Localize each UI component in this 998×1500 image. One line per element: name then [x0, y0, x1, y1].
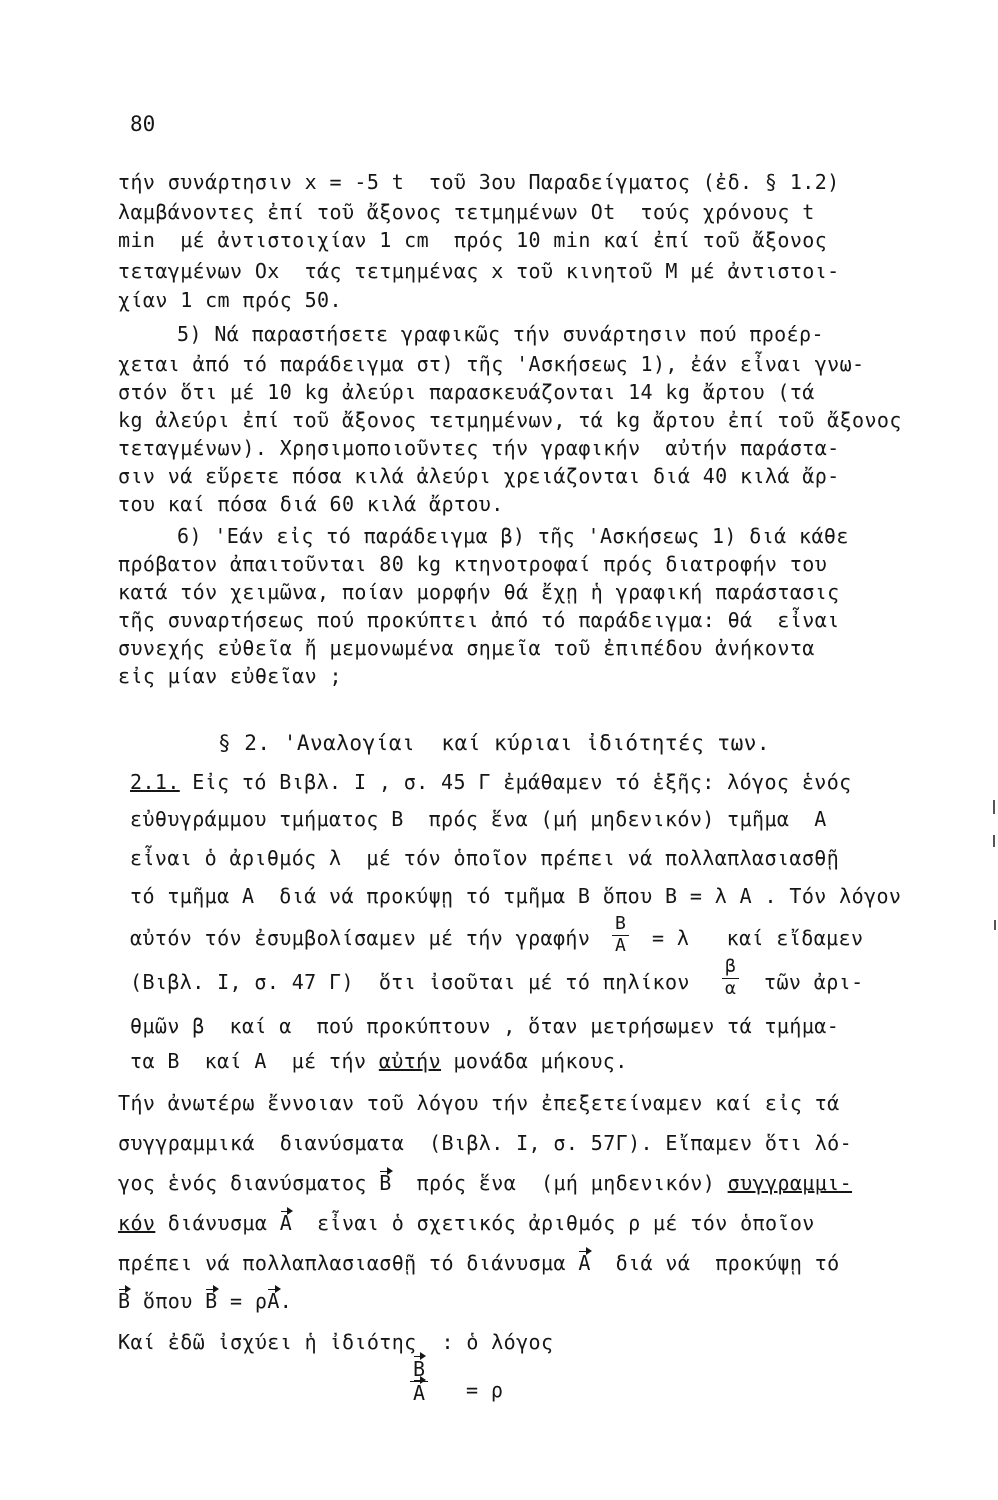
- vector-b: Β: [118, 1289, 131, 1313]
- text-line: τεταγμένων). Χρησιμοποιοῦντες τήν γραφικήν αὐτήν παράστα-: [118, 436, 840, 460]
- text-segment: διά νά προκύψῃ τό: [590, 1251, 840, 1275]
- scan-mark: [994, 920, 996, 930]
- text-line: συγγραμμικά διανύσματα (Βιβλ. Ι, σ. 57Γ). Εἴπαμεν ὅτι λό-: [118, 1131, 853, 1155]
- vector-b: Β: [379, 1171, 392, 1195]
- text-line: Καί ἐδῶ ἰσχύει ἡ ἰδιότης : ὁ λόγος: [118, 1330, 554, 1354]
- text-segment: τα Β καί Α μέ τήν: [130, 1049, 379, 1073]
- text-line: = λ καί εἴδαμεν: [652, 926, 864, 950]
- text-line: τῆς συναρτήσεως πού προκύπτει ἀπό τό παράδειγμα: θά εἶναι: [118, 608, 840, 632]
- text-line: Τήν ἀνωτέρω ἔννοιαν τοῦ λόγου τήν ἐπεξετείναμεν καί εἰς τά: [118, 1091, 840, 1115]
- section-label: 2.1.: [130, 770, 180, 794]
- fraction-beta-over-alpha: [722, 957, 739, 999]
- section-heading: § 2. 'Αναλογίαι καί κύριαι ἰδιότητές των.: [218, 731, 771, 755]
- text-line: λαμβάνοντες ἐπί τοῦ ἄξονος τετμημένων Ot τούς χρόνους t: [118, 200, 815, 224]
- text-segment: πρός ἕνα (μή μηδενικόν): [391, 1171, 728, 1195]
- text-segment: .: [279, 1289, 293, 1313]
- text-line: [130, 1051, 628, 1071]
- text-line: πρόβατον ἀπαιτοῦνται 80 kg κτηνοτροφαί πρός διατροφήν του: [118, 552, 828, 576]
- underlined-word: αὐτήν: [378, 1049, 442, 1073]
- text-line: τεταγμένων Ox τάς τετμημένας x τοῦ κινητοῦ M μέ ἀντιστοι-: [118, 259, 840, 283]
- vector-ratio-fraction: [410, 1358, 428, 1405]
- fraction-numerator: Β: [612, 914, 629, 936]
- text-line: [130, 772, 852, 792]
- scan-mark: [993, 835, 995, 847]
- text-segment: διάνυσμα: [155, 1211, 280, 1235]
- fraction-denominator: α: [725, 977, 736, 999]
- text-line: εἰς μίαν εὐθεῖαν ;: [118, 664, 342, 688]
- text-line: min μέ ἀντιστοιχίαν 1 cm πρός 10 min καί ἐπί τοῦ ἄξονος: [118, 228, 828, 252]
- text-line: = ρ: [466, 1378, 504, 1402]
- text-line: κατά τόν χειμῶνα, ποίαν μορφήν θά ἔχῃ ἡ γραφική παράστασις: [118, 580, 840, 604]
- text-line: αὐτόν τόν ἐσυμβολίσαμεν μέ τήν γραφήν: [130, 926, 591, 950]
- text-line: χίαν 1 cm πρός 50.: [118, 288, 342, 312]
- text-line: 6) 'Εάν εἰς τό παράδειγμα β) τῆς 'Ασκήσεως 1) διά κάθε: [177, 524, 849, 548]
- fraction-denominator: [410, 1382, 428, 1405]
- text-segment: Εἰς τό Βιβλ. Ι , σ. 45 Γ ἐμάθαμεν τό ἑξῆς: λόγος ἑνός: [179, 770, 852, 794]
- text-segment: εἶναι ὁ σχετικός ἀριθμός ρ μέ τόν ὁποῖον: [292, 1211, 815, 1235]
- page-number: 80: [130, 112, 156, 136]
- underlined-word: κόν: [118, 1211, 156, 1235]
- vector-b: Β: [205, 1289, 218, 1313]
- text-line: τῶν ἀρι-: [764, 970, 864, 994]
- scan-mark: [993, 800, 995, 814]
- text-line: εἶναι ὁ ἀριθμός λ μέ τόν ὁποῖον πρέπει νά πολλαπλασιασθῇ: [130, 846, 840, 870]
- text-line: τό τμῆμα Α διά νά προκύψῃ τό τμῆμα Β ὅπου Β = λ Α . Τόν λόγον: [130, 884, 902, 908]
- text-line: συνεχής εὐθεῖα ἤ μεμονωμένα σημεῖα τοῦ ἐπιπέδου ἀνήκοντα: [118, 636, 815, 660]
- fraction-numerator: β: [722, 957, 739, 979]
- text-line: [118, 1291, 292, 1311]
- text-line: [118, 1213, 815, 1233]
- fraction-denominator: Α: [615, 934, 626, 956]
- vector-a: Α: [279, 1211, 293, 1235]
- text-line: (Βιβλ. Ι, σ. 47 Γ) ὅτι ἰσοῦται μέ τό πηλίκον: [130, 970, 690, 994]
- text-line: χεται ἀπό τό παράδειγμα στ) τῆς 'Ασκήσεως 1), ἐάν εἶναι γνω-: [118, 352, 865, 376]
- fraction-b-over-a: [612, 914, 629, 956]
- text-segment: μονάδα μήκους.: [441, 1049, 628, 1073]
- text-segment: ὅπου: [130, 1289, 206, 1313]
- vector-a: Α: [413, 1381, 426, 1405]
- text-line: θμῶν β καί α πού προκύπτουν , ὅταν μετρήσωμεν τά τμήμα-: [130, 1014, 840, 1038]
- text-line: [118, 1253, 840, 1273]
- vector-b: Β: [413, 1357, 426, 1381]
- text-line: [118, 1173, 852, 1193]
- text-line: σιν νά εὕρετε πόσα κιλά ἀλεύρι χρειάζονται διά 40 κιλά ἄρ-: [118, 464, 840, 488]
- text-line: τήν συνάρτησιν x = -5 t τοῦ 3ου Παραδείγματος (ἐδ. § 1.2): [118, 170, 840, 194]
- text-line: στόν ὅτι μέ 10 kg ἀλεύρι παρασκευάζονται 14 kg ἄρτου (τά: [118, 380, 815, 404]
- underlined-word: συγγραμμι-: [727, 1171, 853, 1195]
- text-line: του καί πόσα διά 60 κιλά ἄρτου.: [118, 492, 504, 516]
- text-segment: γος ἑνός διανύσματος: [118, 1171, 380, 1195]
- text-line: εὐθυγράμμου τμήματος Β πρός ἕνα (μή μηδενικόν) τμῆμα Α: [130, 807, 827, 831]
- text-line: 5) Νά παραστήσετε γραφικῶς τήν συνάρτησιν πού προέρ-: [177, 322, 824, 346]
- text-segment: = ρ: [217, 1289, 268, 1313]
- text-line: kg ἀλεύρι ἐπί τοῦ ἄξονος τετμημένων, τά kg ἄρτου ἐπί τοῦ ἄξονος: [118, 408, 902, 432]
- vector-a: Α: [267, 1289, 280, 1313]
- vector-a: Α: [578, 1251, 591, 1275]
- text-segment: πρέπει νά πολλαπλασιασθῇ τό διάνυσμα: [118, 1251, 579, 1275]
